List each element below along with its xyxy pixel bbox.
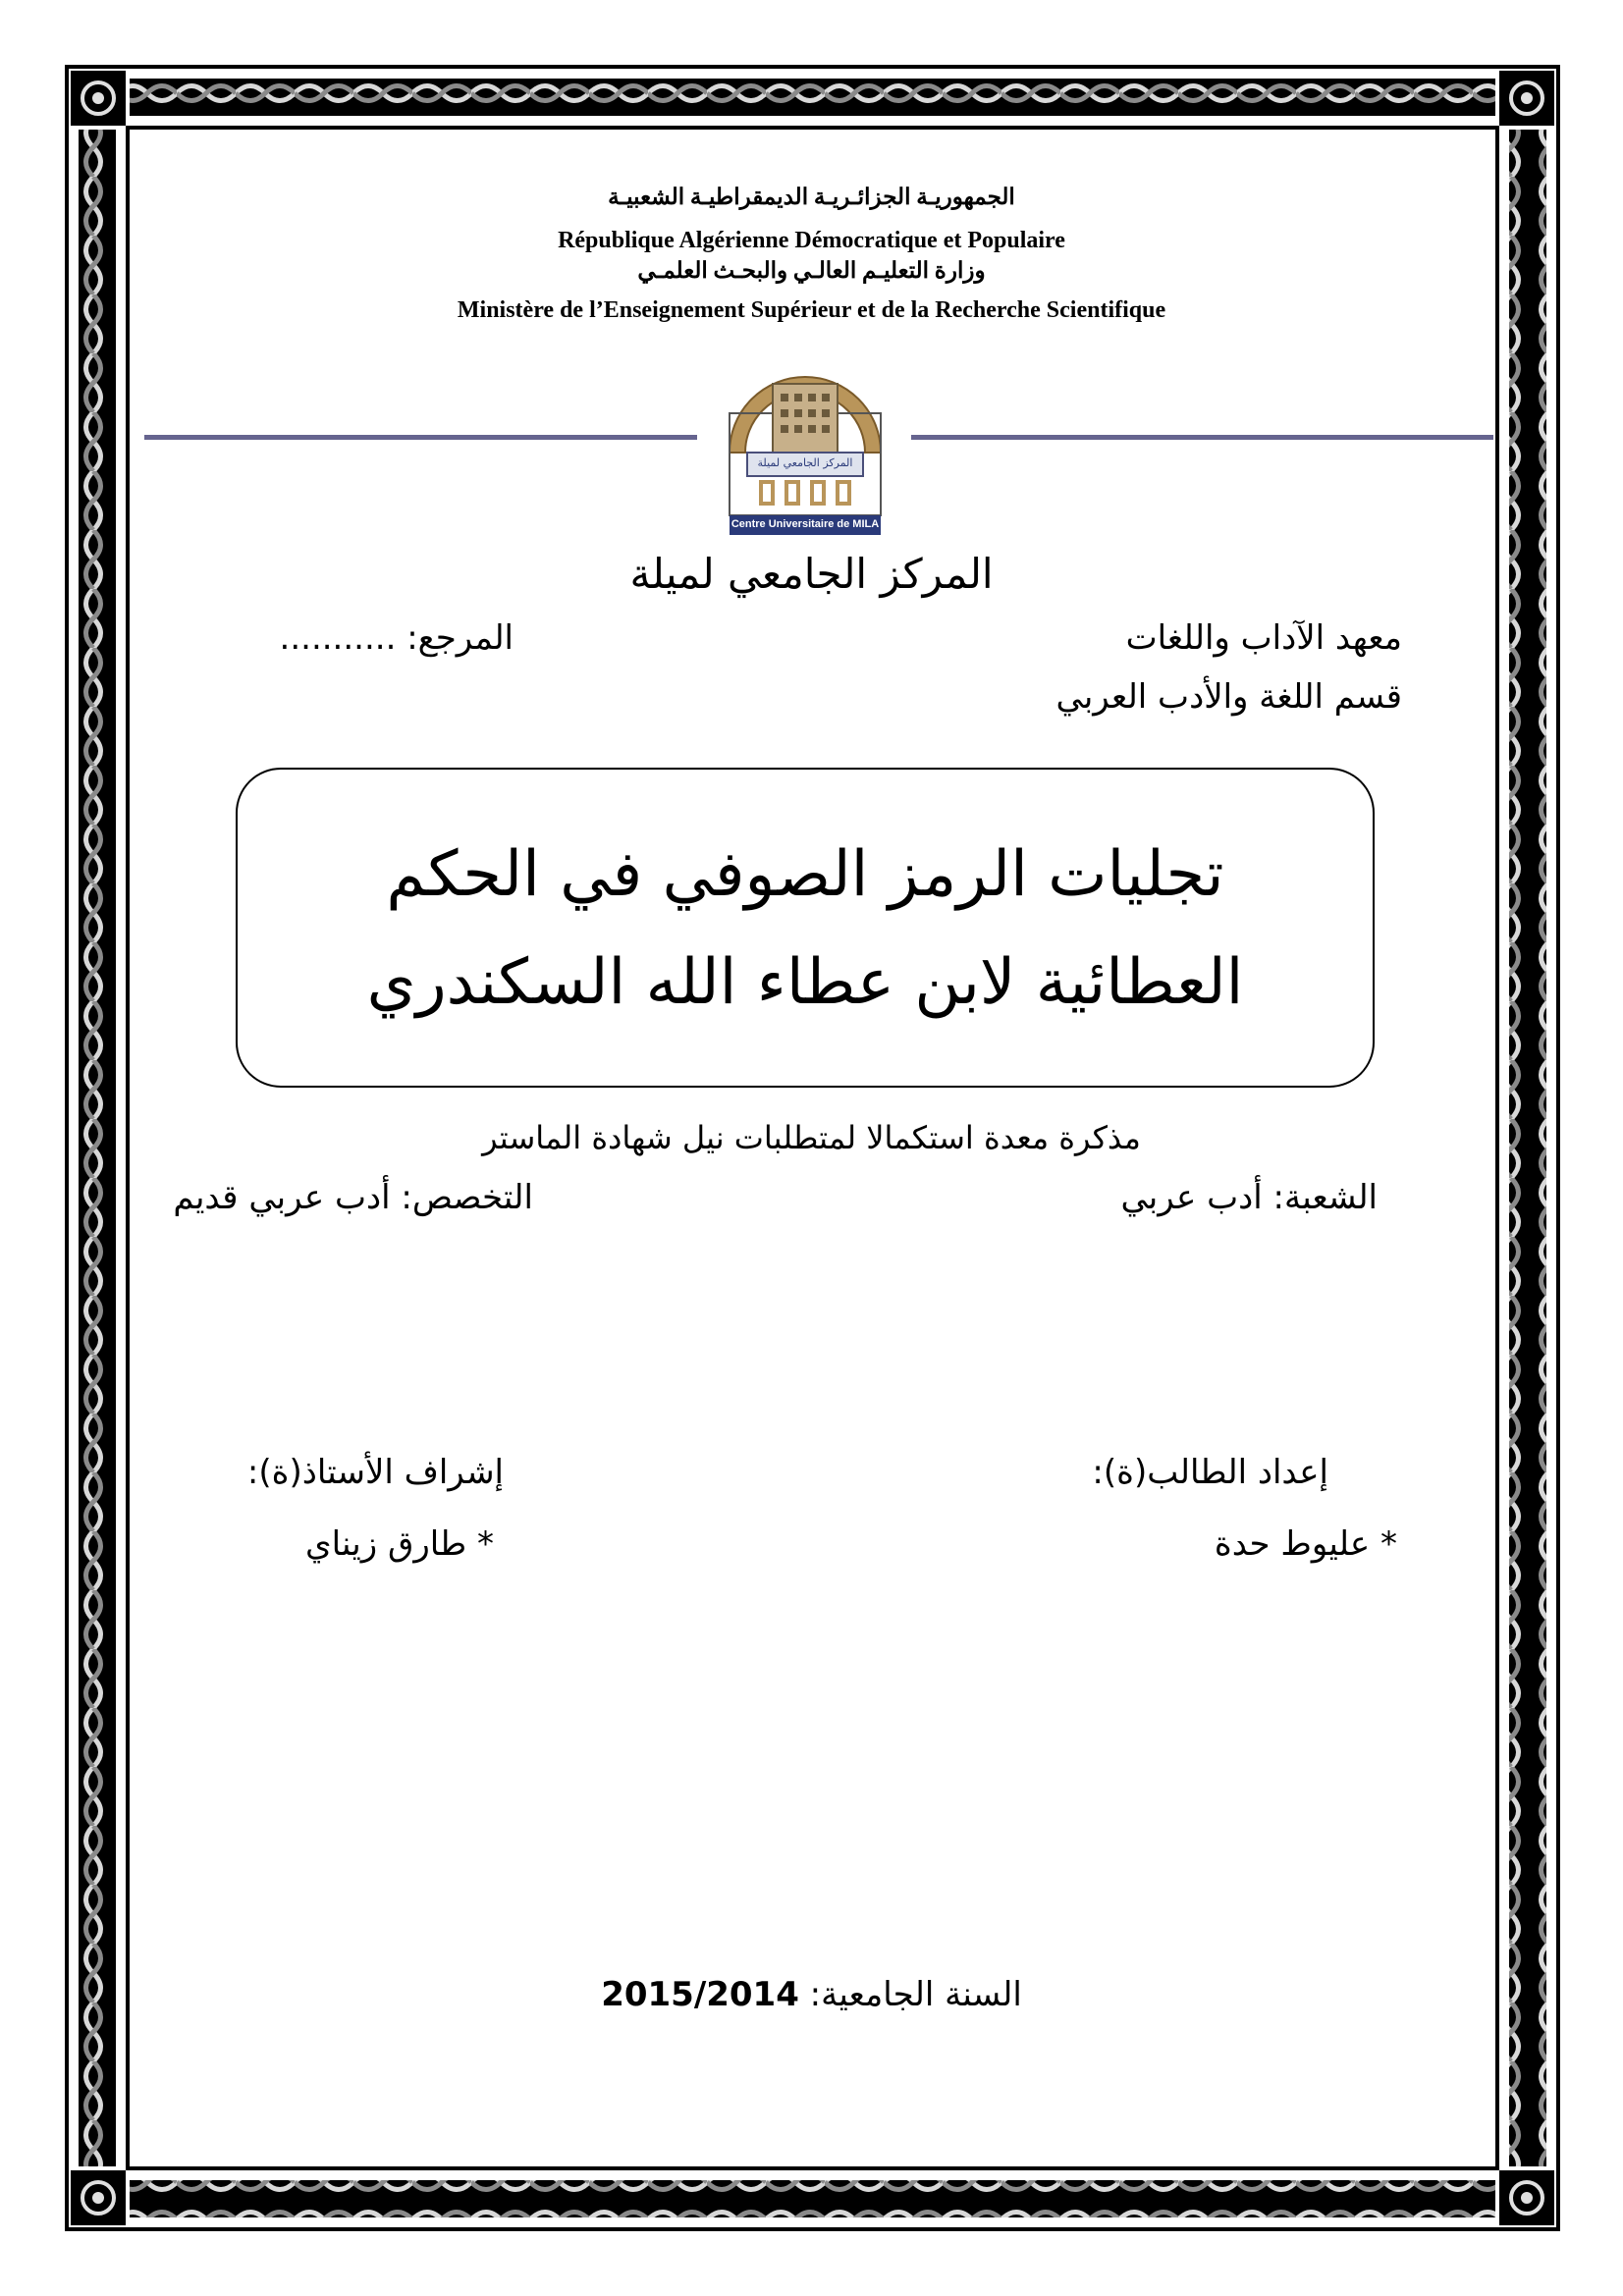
department-name: قسم اللغة والأدب العربي	[1055, 677, 1402, 717]
student-label: إعداد الطالب(ة):	[1092, 1453, 1328, 1492]
supervisor-name: * طارق زيناي	[305, 1524, 494, 1564]
logo-inner-text: المركز الجامعي لميلة	[757, 456, 853, 469]
thesis-title-line-1: تجليات الرمز الصوفي في الحكم	[386, 838, 1224, 911]
ministry-arabic: وزارة التعليـم العالـي والبحـث العلمـي	[637, 258, 986, 283]
institute-name: معهد الآداب واللغات	[1125, 618, 1402, 658]
academic-year-label: السنة الجامعية:	[798, 1975, 1022, 2014]
student-name: * عليوط حدة	[1214, 1524, 1397, 1564]
branch-field: الشعبة: أدب عربي	[1120, 1178, 1378, 1217]
logo-caption: Centre Universitaire de MILA	[730, 518, 880, 530]
right-rule	[911, 435, 1493, 440]
thesis-title-box	[236, 768, 1375, 1088]
university-logo	[722, 356, 889, 538]
thesis-title-line-2: العطائية لابن عطاء الله السكندري	[366, 946, 1244, 1019]
academic-year	[0, 1975, 1623, 2014]
academic-year-value: 2015/2014	[601, 1975, 799, 2014]
republic-french: République Algérienne Démocratique et Populaire	[558, 228, 1065, 253]
logo-emblem	[722, 356, 889, 538]
supervisor-label: إشراف الأستاذ(ة):	[246, 1453, 504, 1492]
specialty-field: التخصص: أدب عربي قديم	[173, 1178, 533, 1217]
university-center-name: المركز الجامعي لميلة	[629, 550, 994, 598]
ministry-french: Ministère de l’Enseignement Supérieur et de la Recherche Scientifique	[457, 297, 1166, 323]
thesis-purpose: مذكرة معدة استكمالا لمتطلبات نيل شهادة الماستر	[482, 1119, 1141, 1156]
republic-arabic: الجمهوريـة الجزائـريـة الديمقراطيـة الشعبيـة	[608, 185, 1015, 209]
reference-number: المرجع: ...........	[279, 618, 514, 658]
left-rule	[144, 435, 697, 440]
